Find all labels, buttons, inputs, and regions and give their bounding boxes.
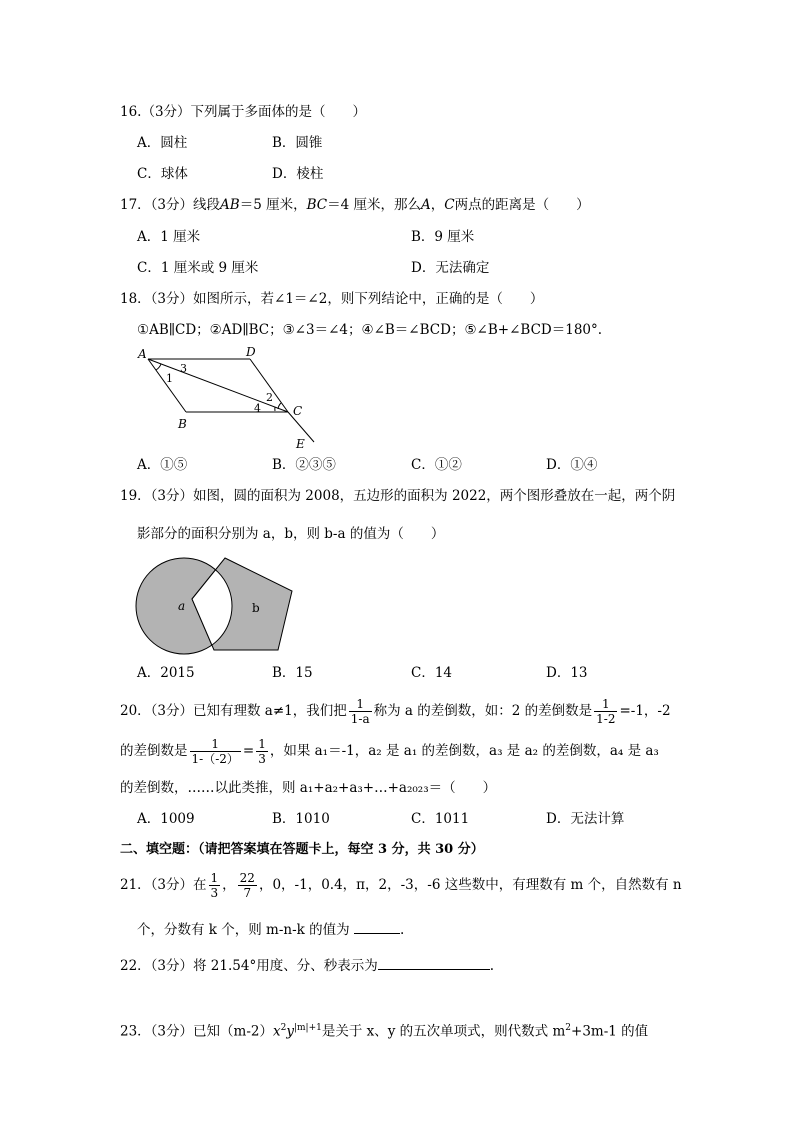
q18-stem: 18．（3分）如图所示，若∠1＝∠2，则下列结论中，正确的是（ ） (120, 291, 544, 307)
label-B: B (178, 417, 187, 431)
q21-line2: 个，分数有 k 个，则 m-n-k 的值为 . (137, 919, 404, 940)
q20-option-b: B．1010 (272, 811, 330, 827)
q18-conditions: ①AB∥CD；②AD∥BC；③∠3＝∠4；④∠B＝∠BCD；⑤∠B+∠BCD＝180°. (137, 322, 603, 338)
q20-line2: 的差倒数是 $\frac{1}{1-(-2)}$ = $\frac{1}{3}$ ，如果 a₁＝-1，a₂ 是 a₁ 的差倒数，a₃ 是 a₂ 的差倒数，a₄ 是 a₃ (120, 737, 659, 766)
q21-line1: 21．（3分）在 $\frac{1}{3}$ ， $\frac{22}{7}$ ，0，-1，0.4，π，2，-3，-6 这些数中，有理数有 m 个，自然数有 n (120, 871, 682, 900)
q18-option-c: C．①② (411, 457, 462, 473)
q23-line: 23．（3分）已知$(m-2)x^2y^{|m|+1}$是关于 x、y 的五次单项式，则代数式 $m^2+3m-1$ 的值 (120, 1023, 649, 1040)
q20-line3: 的差倒数，……以此类推，则 a₁+a₂+a₃+…+a₂₀₂₃＝（ ） (120, 780, 497, 796)
q19-option-c: C．14 (411, 665, 453, 681)
fraction: $\frac{1}{1-(-2)}$ (191, 737, 239, 766)
q17-option-b: B．9 厘米 (411, 229, 475, 245)
q16-stem: 16.（3分）下列属于多面体的是（ ） (120, 104, 367, 120)
q19-option-d: D．13 (546, 665, 588, 681)
label-A: A (138, 347, 147, 361)
label-b: b (252, 601, 260, 615)
label-E: E (296, 437, 305, 451)
q17-option-a: A．1 厘米 (137, 229, 201, 245)
label-angle-2: 2 (266, 391, 273, 404)
q19-option-b: B．15 (272, 665, 313, 681)
q16-option-a: A．圆柱 (137, 135, 188, 151)
label-angle-4: 4 (254, 402, 261, 415)
q16-option-c: C．球体 (137, 166, 188, 182)
q20-option-c: C．1011 (411, 811, 470, 827)
q17-option-d: D．无法确定 (411, 260, 490, 276)
q16-option-b: B．圆锥 (272, 135, 323, 151)
fraction: $\frac{1}{1-a}$ (350, 697, 370, 726)
q17-stem: 17．（3分）线段AB＝5 厘米，BC＝4 厘米，那么A，C两点的距离是（ ） (120, 197, 590, 213)
q16-option-d: D．棱柱 (272, 166, 324, 182)
q17-option-c: C．1 厘米或 9 厘米 (137, 260, 259, 276)
answer-blank[interactable] (354, 919, 400, 934)
label-angle-1: 1 (166, 372, 173, 385)
q19-stem-line2: 影部分的面积分别为 a，b，则 b-a 的值为（ ） (137, 526, 445, 542)
q18-parallelogram-figure (134, 342, 324, 454)
fraction: $\frac{1}{3}$ (210, 871, 219, 900)
label-a: a (178, 599, 186, 613)
label-angle-3: 3 (180, 362, 187, 375)
q18-option-d: D．①④ (546, 457, 598, 473)
q20-option-d: D．无法计算 (546, 811, 625, 827)
answer-blank[interactable] (378, 955, 490, 970)
label-C: C (293, 404, 303, 418)
q20-line1: 20．（3分）已知有理数 a≠1，我们把 $\frac{1}{1-a}$ 称为 a 的差倒数，如：2 的差倒数是 $\frac{1}{1-2}$ =-1，-2 (120, 697, 671, 726)
q19-option-a: A．2015 (137, 665, 195, 681)
q19-stem-line1: 19．（3分）如图，圆的面积为 2008，五边形的面积为 2022，两个图形叠放在一起，两个阴 (120, 488, 676, 504)
fraction: $\frac{22}{7}$ (239, 871, 255, 900)
q18-option-b: B．②③⑤ (272, 457, 336, 473)
fraction: $\frac{1}{3}$ (258, 737, 266, 766)
label-D: D (246, 345, 256, 359)
section-heading: 二、填空题：（请把答案填在答题卡上，每空 3 分，共 30 分） (120, 842, 484, 857)
q18-option-a: A．①⑤ (137, 457, 188, 473)
q19-circle-pentagon-figure (134, 554, 304, 664)
q20-option-a: A．1009 (137, 811, 195, 827)
fraction: $\frac{1}{1-2}$ (596, 697, 616, 726)
q22-line: 22．（3分）将 21.54°用度、分、秒表示为 . (120, 955, 494, 976)
